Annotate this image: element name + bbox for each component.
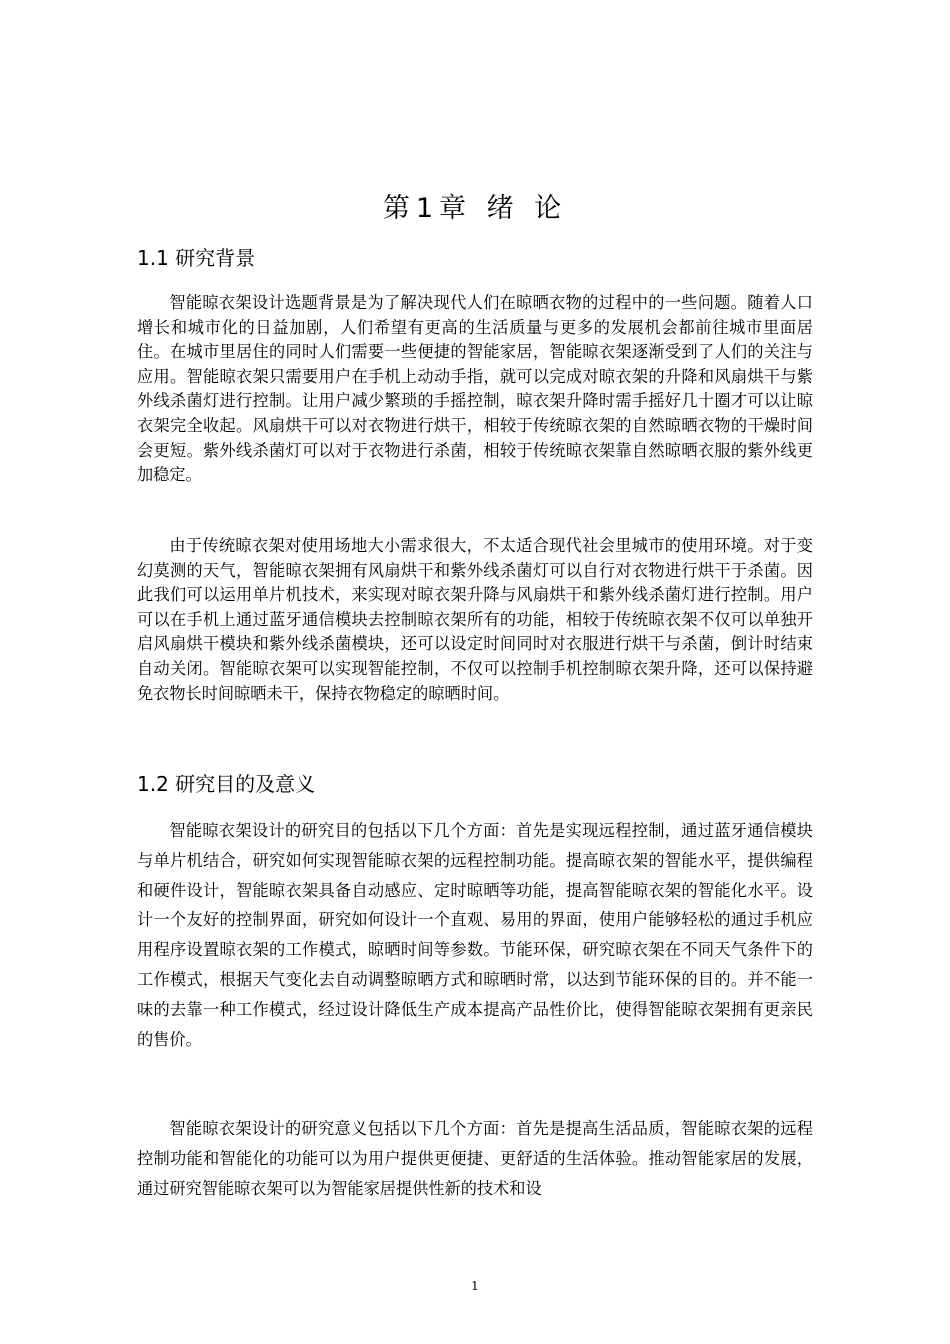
body-paragraph: 智能晾衣架设计的研究目的包括以下几个方面：首先是实现远程控制，通过蓝牙通信模块与单片机结合，研究如何实现智能晾衣架的远程控制功能。提高晾衣架的智能水平，提供编程和硬件设计，智能晾衣架具备自动感应、定时晾晒等功能，提高智能晾衣架的智能化水平。设计一个友好的控制界面，研究如何设计一个直观、易用的界面，使用户能够轻松的通过手机应用程序设置晾衣架的工作模式，晾晒时间等参数。节能环保，研究晾衣架在不同天气条件下的工作模式，根据天气变化去自动调整晾晒方式和晾晒时常，以达到节能环保的目的。并不能一味的去靠一种工作模式，经过设计降低生产成本提高产品性价比，使得智能晾衣架拥有更亲民的售价。 <box>137 821 813 1049</box>
section-heading-1-1: 1.1 研究背景 <box>137 246 256 270</box>
body-paragraph: 由于传统晾衣架对使用场地大小需求很大，不太适合现代社会里城市的使用环境。对于变幻莫测的天气，智能晾衣架拥有风扇烘干和紫外线杀菌灯可以自行对衣物进行烘干于杀菌。因此我们可以运用单片机技术，来实现对晾衣架升降与风扇烘干和紫外线杀菌灯进行控制。用户可以在手机上通过蓝牙通信模块去控制晾衣架所有的功能，相较于传统晾衣架不仅可以单独开启风扇烘干模块和紫外线杀菌模块，还可以设定时间同时对衣服进行烘干与杀菌，倒计时结束自动关闭。智能晾衣架可以实现智能控制，不仅可以控制手机控制晾衣架升降，还可以保持避免衣物长时间晾晒未干，保持衣物稳定的晾晒时间。 <box>137 536 813 703</box>
body-paragraph: 智能晾衣架设计选题背景是为了解决现代人们在晾晒衣物的过程中的一些问题。随着人口增长和城市化的日益加剧，人们希望有更高的生活质量与更多的发展机会都前往城市里面居住。在城市里居住的同时人们需要一些便捷的智能家居，智能晾衣架逐渐受到了人们的关注与应用。智能晾衣架只需要用户在手机上动动手指，就可以完成对晾衣架的升降和风扇烘干与紫外线杀菌灯进行控制。让用户减少繁琐的手摇控制，晾衣架升降时需手摇好几十圈才可以让晾衣架完全收起。风扇烘干可以对衣物进行烘干，相较于传统晾衣架的自然晾晒衣物的干燥时间会更短。紫外线杀菌灯可以对于衣物进行杀菌，相较于传统晾衣架靠自然晾晒衣服的紫外线更加稳定。 <box>137 293 813 485</box>
chapter-title: 第1章 绪 论 <box>382 193 568 224</box>
section-heading-1-2: 1.2 研究目的及意义 <box>137 772 316 796</box>
body-paragraph: 智能晾衣架设计的研究意义包括以下几个方面：首先是提高生活品质，智能晾衣架的远程控制功能和智能化的功能可以为用户提供更便捷、更舒适的生活体验。推动智能家居的发展，通过研究智能晾衣架可以为智能家居提供性新的技术和设 <box>137 1119 813 1198</box>
page-number: 1 <box>471 1279 479 1293</box>
